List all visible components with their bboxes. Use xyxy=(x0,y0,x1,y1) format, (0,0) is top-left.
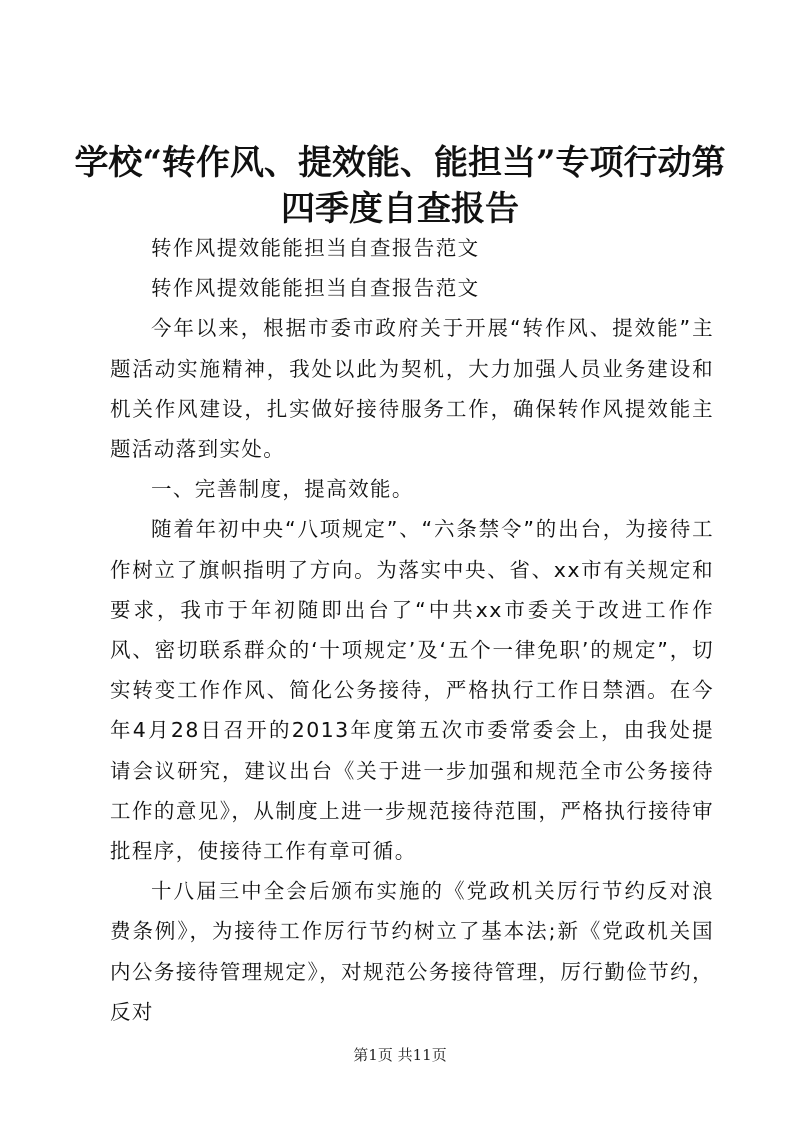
paragraph: 转作风提效能能担当自查报告范文 xyxy=(151,236,480,260)
paragraph: 转作风提效能能担当自查报告范文 xyxy=(151,276,480,301)
document-title: 学校“转作风、提效能、能担当”专项行动第四季度自查报告 xyxy=(74,143,726,229)
document-body xyxy=(110,228,714,1032)
section-heading: 一、完善制度，提高效能。 xyxy=(151,477,414,502)
paragraph: 今年以来，根据市委市政府关于开展“转作风、提效能”主题活动实施精神，我处以此为契机，大力加强人员业务建设和机关作风建设，扎实做好接待服务工作，确保转作风提效能主题活动落到实处。 xyxy=(110,316,714,462)
paragraph: 十八届三中全会后颁布实施的《党政机关厉行节约反对浪费条例》，为接待工作厉行节约树立了基本法;新《党政机关国内公务接待管理规定》，对规范公务接待管理，厉行勤俭节约，反对 xyxy=(110,879,714,1024)
page-number-footer: 第1页 共11页 xyxy=(353,1046,447,1064)
paragraph: 随着年初中央“八项规定”、“六条禁令”的出台，为接待工作树立了旗帜指明了方向。为落实中央、省、xx市有关规定和要求，我市于年初随即出台了“中共xx市委关于改进工作作风、密切联系群众的‘十项规定’及‘五个一律免职’的规定”，切实转变工作作风、简化公务接待，严格执行工作日禁酒。在今年4月28日召开的2013年度第五次市委常委会上，由我处提请会议研究，建议出台《关于进一步加强和规范全市公务接待工作的意见》，从制度上进一步规范接待范围，严格执行接待审批程序，使接待工作有章可循。 xyxy=(110,517,714,864)
